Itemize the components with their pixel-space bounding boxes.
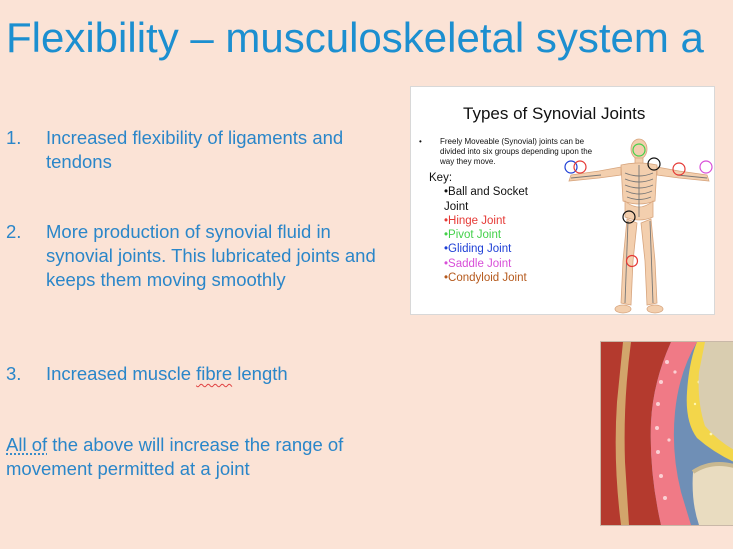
list-text: More production of synovial fluid in synovial joints. This lubricated joints and keeps them moving smoothly [46, 221, 376, 290]
list-number: 2. [6, 221, 22, 242]
knee-joint-image [600, 341, 733, 526]
list-text: Increased muscle fibre length [46, 363, 288, 384]
list-item [6, 362, 376, 386]
key-gliding: •Gliding Joint [444, 243, 512, 256]
grammar-flagged-text: All of [6, 434, 48, 455]
list-number: 3. [6, 363, 22, 384]
list-item [6, 220, 376, 292]
figure-title: Types of Synovial Joints [463, 104, 646, 123]
key-ball-socket: •Ball and Socket Joint [444, 186, 528, 213]
list-item [6, 126, 376, 174]
synovial-joints-figure [410, 86, 715, 315]
figure-key [429, 171, 536, 285]
figure-bullet: • Freely Moveable (Synovial) joints can be divided into six groups depending upon the way they move. [419, 137, 593, 166]
key-hinge: •Hinge Joint [444, 214, 506, 227]
spellcheck-word: fibre [196, 363, 233, 384]
summary-text: All of the above will increase the range of movement permitted at a joint [6, 434, 344, 479]
key-pivot: •Pivot Joint [444, 229, 502, 242]
list-text: Increased flexibility of ligaments and tendons [46, 127, 344, 172]
key-saddle: •Saddle Joint [444, 257, 512, 270]
key-label: Key: [429, 172, 453, 184]
slide-title: Flexibility – musculoskeletal system a [6, 14, 704, 61]
key-condyloid: •Condyloid Joint [444, 272, 527, 285]
list-number: 1. [6, 127, 22, 148]
skeleton-illustration [561, 131, 721, 316]
